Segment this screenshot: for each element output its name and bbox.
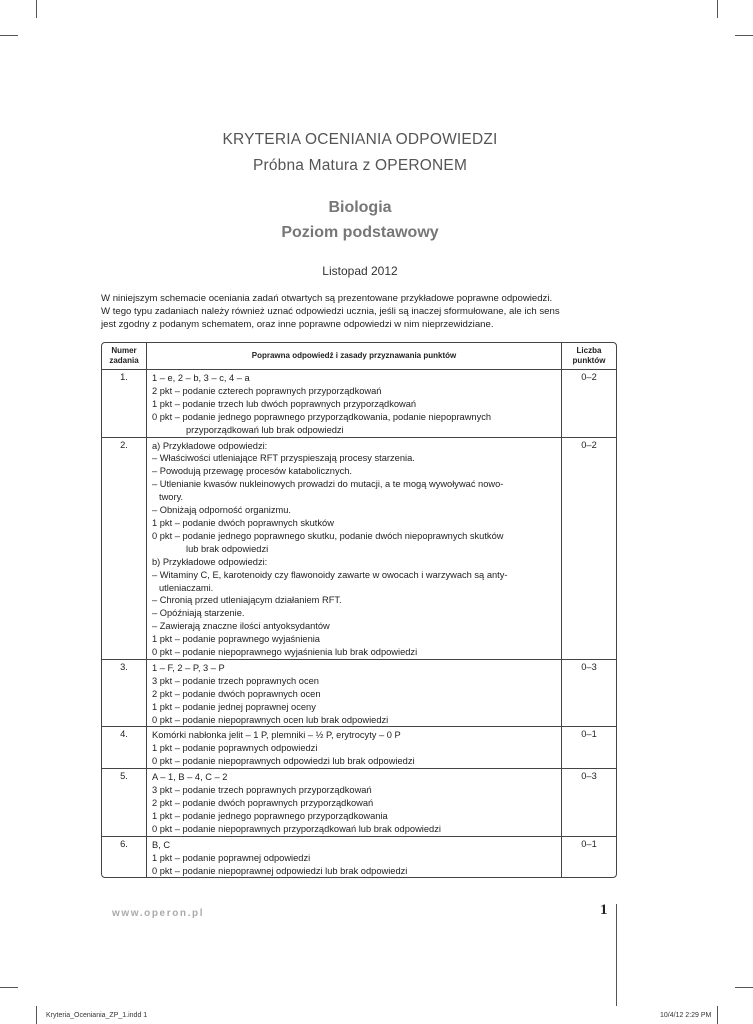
answer-line: 2 pkt – podanie czterech poprawnych przyporządkowań xyxy=(152,385,382,396)
points-cell: 0–3 xyxy=(562,769,616,837)
crop-mark xyxy=(0,987,18,988)
crop-mark xyxy=(0,35,18,36)
answer-line: – Właściwości utleniające RFT przyspieszają procesy starzenia. xyxy=(152,453,415,464)
table-row xyxy=(102,837,616,878)
answer-cell xyxy=(147,769,562,837)
table-row xyxy=(102,370,616,438)
print-slug-date: 10/4/12 2:29 PM xyxy=(660,1012,712,1019)
page-number: 1 xyxy=(600,902,608,918)
answer-line: 1 pkt – podanie dwóch poprawnych skutków xyxy=(152,517,334,528)
table-row xyxy=(102,769,616,837)
answer-line: utleniaczami. xyxy=(159,582,214,593)
answer-line: 0 pkt – podanie niepoprawnych ocen lub brak odpowiedzi xyxy=(152,714,389,725)
header-points: Liczba punktów xyxy=(562,343,616,370)
answer-line: 3 pkt – podanie trzech poprawnych ocen xyxy=(152,675,319,686)
points-cell: 0–3 xyxy=(562,660,616,728)
answer-line: 3 pkt – podanie trzech poprawnych przyporządkowań xyxy=(152,785,372,796)
answer-line: 1 pkt – podanie jednego poprawnego przyporządkowania xyxy=(152,810,388,821)
task-number: 5. xyxy=(102,769,147,837)
intro-paragraph xyxy=(101,292,621,331)
points-cell: 0–1 xyxy=(562,727,616,769)
answer-line: przyporządkowań lub brak odpowiedzi xyxy=(186,424,344,435)
answer-cell xyxy=(147,727,562,769)
answer-line: lub brak odpowiedzi xyxy=(186,543,269,554)
answer-line: 1 pkt – podanie jednej poprawnej oceny xyxy=(152,701,316,712)
crop-mark xyxy=(735,987,753,988)
answer-cell xyxy=(147,438,562,660)
points-cell: 0–1 xyxy=(581,838,597,849)
answer-line: – Witaminy C, E, karotenoidy czy flawonoidy zawarte w owocach i warzywach są anty- xyxy=(152,569,508,580)
answer-line: – Zawierają znaczne ilości antyoksydantów xyxy=(152,621,330,632)
answer-cell xyxy=(147,370,562,438)
intro-line: W tego typu zadaniach należy również uznać odpowiedzi ucznia, jeśli są inaczej sformułowane, ale ich sens xyxy=(101,306,560,317)
answer-line: 0 pkt – podanie niepoprawnego wyjaśnienia lub brak odpowiedzi xyxy=(152,647,418,658)
document-title: KRYTERIA OCENIANIA ODPOWIEDZI xyxy=(222,131,498,148)
task-number: 6. xyxy=(102,837,147,878)
answer-line: 0 pkt – podanie niepoprawnych przyporządkowań lub brak odpowiedzi xyxy=(152,823,441,834)
answer-line: – Chronią przed utleniającym działaniem RFT. xyxy=(152,595,342,606)
table-row xyxy=(102,727,616,769)
answer-line: – Obniżają odporność organizmu. xyxy=(152,505,292,516)
answer-cell xyxy=(147,660,562,728)
table-row xyxy=(102,438,616,660)
answer-line: twory. xyxy=(159,492,184,503)
task-number: 3. xyxy=(102,660,147,728)
subject-heading: Biologia xyxy=(328,199,392,216)
answer-line: a) Przykładowe odpowiedzi: xyxy=(152,440,268,451)
header-task-number: Numer zadania xyxy=(102,343,147,370)
answer-line: 0 pkt – podanie niepoprawnej odpowiedzi lub brak odpowiedzi xyxy=(152,865,408,876)
points-cell: 0–2 xyxy=(562,438,616,660)
answer-line: 2 pkt – podanie dwóch poprawnych ocen xyxy=(152,688,321,699)
intro-line: W niniejszym schemacie oceniania zadań otwartych są prezentowane przykładowe poprawne odpowiedzi. xyxy=(101,293,553,304)
crop-mark xyxy=(36,0,37,18)
table-row xyxy=(102,660,616,728)
answer-line: B, C xyxy=(152,839,171,850)
footer-url: www.operon.pl xyxy=(112,908,205,919)
print-slug-filename: Kryteria_Oceniania_ZP_1.indd 1 xyxy=(46,1012,148,1019)
answer-line: 1 – F, 2 – P, 3 – P xyxy=(152,662,225,673)
answer-line: 0 pkt – podanie jednego poprawnego przyporządkowania, podanie niepoprawnych xyxy=(152,411,492,422)
answer-line: b) Przykładowe odpowiedzi: xyxy=(152,556,268,567)
answer-line: A – 1, B – 4, C – 2 xyxy=(152,772,228,783)
page-margin-rule xyxy=(616,904,617,1006)
answer-line: – Opóźniają starzenie. xyxy=(152,608,245,619)
answer-line: 0 pkt – podanie jednego poprawnego skutku, podanie dwóch niepoprawnych skutków xyxy=(152,530,504,541)
answer-line: 1 – e, 2 – b, 3 – c, 4 – a xyxy=(152,373,250,383)
document-subtitle: Próbna Matura z OPERONEM xyxy=(252,157,468,174)
exam-date: Listopad 2012 xyxy=(322,264,398,278)
answer-line: Komórki nabłonka jelit – 1 P, plemniki – ½ P, erytrocyty – 0 P xyxy=(152,730,401,741)
answer-line: 1 pkt – podanie poprawnych odpowiedzi xyxy=(152,743,318,754)
answer-line: 0 pkt – podanie niepoprawnych odpowiedzi lub brak odpowiedzi xyxy=(152,756,415,767)
crop-mark xyxy=(717,0,718,18)
intro-line: jest zgodny z podanym schematem, oraz inne poprawne odpowiedzi w nim nieprzewidziane. xyxy=(101,319,494,330)
task-number: 4. xyxy=(102,727,147,769)
answer-cell xyxy=(147,837,562,878)
answer-line: – Powodują przewagę procesów katabolicznych. xyxy=(152,466,352,477)
task-number: 1. xyxy=(102,370,147,438)
header-answer: Poprawna odpowiedź i zasady przyznawania punktów xyxy=(147,343,562,370)
criteria-table xyxy=(101,342,617,878)
task-number: 2. xyxy=(102,438,147,660)
points-cell: 0–2 xyxy=(562,370,616,438)
answer-line: 1 pkt – podanie poprawnej odpowiedzi xyxy=(152,852,311,863)
answer-line: 1 pkt – podanie trzech lub dwóch poprawnych przyporządkowań xyxy=(152,398,417,409)
table-header-row xyxy=(102,343,616,370)
answer-line: 2 pkt – podanie dwóch poprawnych przyporządkowań xyxy=(152,798,374,808)
crop-mark xyxy=(717,1006,718,1024)
crop-mark xyxy=(36,1006,37,1024)
crop-mark xyxy=(735,35,753,36)
level-heading: Poziom podstawowy xyxy=(281,224,439,241)
answer-line: – Utlenianie kwasów nukleinowych prowadzi do mutacji, a te mogą wywoływać nowo- xyxy=(152,479,504,490)
answer-line: 1 pkt – podanie poprawnego wyjaśnienia xyxy=(152,634,320,645)
